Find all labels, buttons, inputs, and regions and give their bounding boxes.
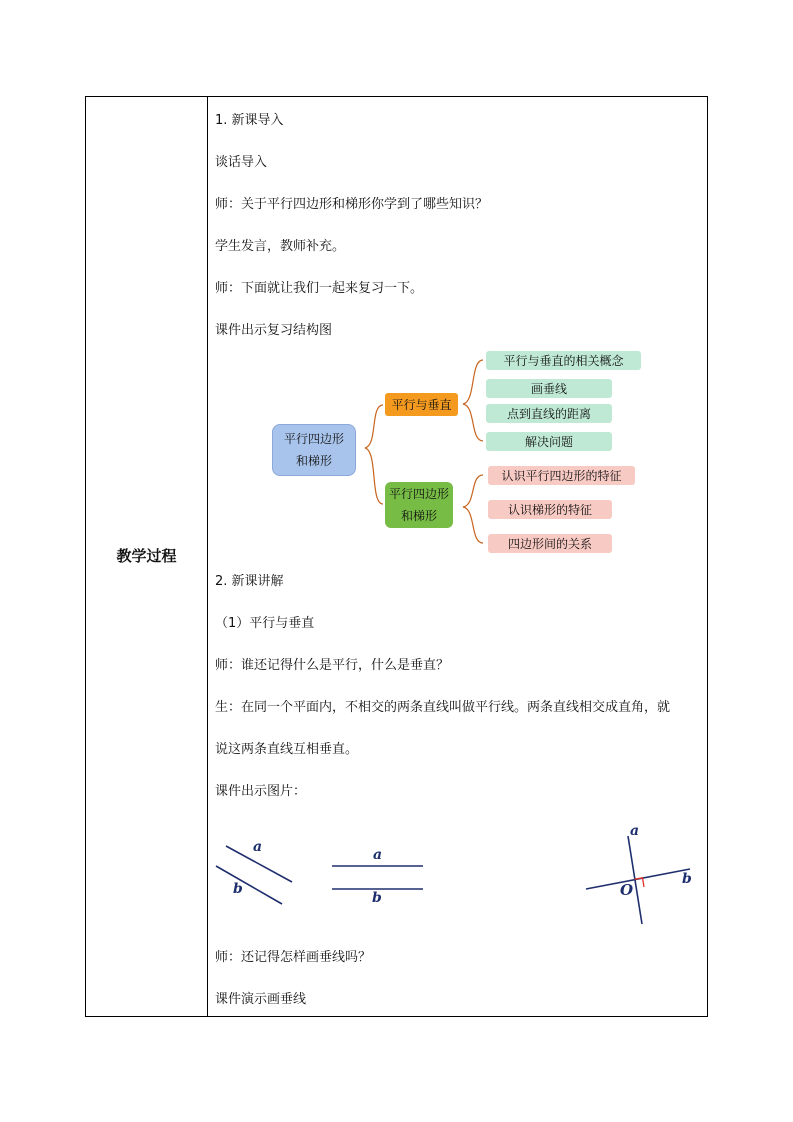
text-line: 师：关于平行四边形和梯形你学到了哪些知识？ xyxy=(215,197,489,212)
fig1-label-a: a xyxy=(253,839,263,855)
fig2-label-b: b xyxy=(372,890,382,906)
text-line: 师：还记得怎样画垂线吗？ xyxy=(215,950,372,965)
root-line-2: 和梯形 xyxy=(295,454,332,468)
root-brace xyxy=(365,405,383,504)
text-line: 学生发言，教师补充。 xyxy=(215,239,346,254)
branch2-line-1: 平行四边形 xyxy=(388,487,449,501)
branch1-brace xyxy=(463,360,483,441)
mindmap-leaf: 四边形间的关系 xyxy=(488,534,612,553)
mindmap-leaf: 平行与垂直的相关概念 xyxy=(486,351,641,370)
branch2-brace xyxy=(463,475,483,543)
text-line: 课件演示画垂线 xyxy=(215,992,307,1007)
text-line: 师：下面就让我们一起来复习一下。 xyxy=(215,281,424,296)
mindmap-leaf: 画垂线 xyxy=(486,379,612,398)
mindmap-root xyxy=(272,424,356,476)
fig2-label-a: a xyxy=(373,847,383,863)
mindmap-leaf: 解决问题 xyxy=(486,432,612,451)
fig1-label-b: b xyxy=(233,881,243,897)
mindmap-leaf: 认识梯形的特征 xyxy=(488,500,612,519)
text-line: 生：在同一个平面内，不相交的两条直线叫做平行线。两条直线相交成直角，就 xyxy=(215,700,671,715)
section-label: 教学过程 xyxy=(116,547,177,565)
line-figures xyxy=(210,820,710,930)
fig3-label-a: a xyxy=(630,823,640,839)
branch2-line-2: 和梯形 xyxy=(400,509,437,523)
mindmap-leaf: 点到直线的距离 xyxy=(486,404,612,423)
heading-new-lesson-explain: 2. 新课讲解 xyxy=(215,574,284,589)
fig3-label-o: O xyxy=(620,881,634,899)
text-line: 师：谁还记得什么是平行，什么是垂直？ xyxy=(215,658,450,673)
text-line: 课件出示图片： xyxy=(215,784,307,799)
subheading: （1）平行与垂直 xyxy=(215,616,315,631)
text-line: 谈话导入 xyxy=(215,155,268,170)
text-line: 说这两条直线互相垂直。 xyxy=(215,742,359,757)
text-line: 课件出示复习结构图 xyxy=(215,323,333,338)
root-line-1: 平行四边形 xyxy=(283,432,344,446)
mindmap-branch-quadrilaterals xyxy=(385,482,453,528)
fig3-label-b: b xyxy=(682,871,692,887)
mindmap-leaf: 认识平行四边形的特征 xyxy=(488,466,635,485)
heading-new-lesson-intro: 1. 新课导入 xyxy=(215,113,284,128)
mindmap-branch-parallel-perpendicular: 平行与垂直 xyxy=(385,393,458,416)
